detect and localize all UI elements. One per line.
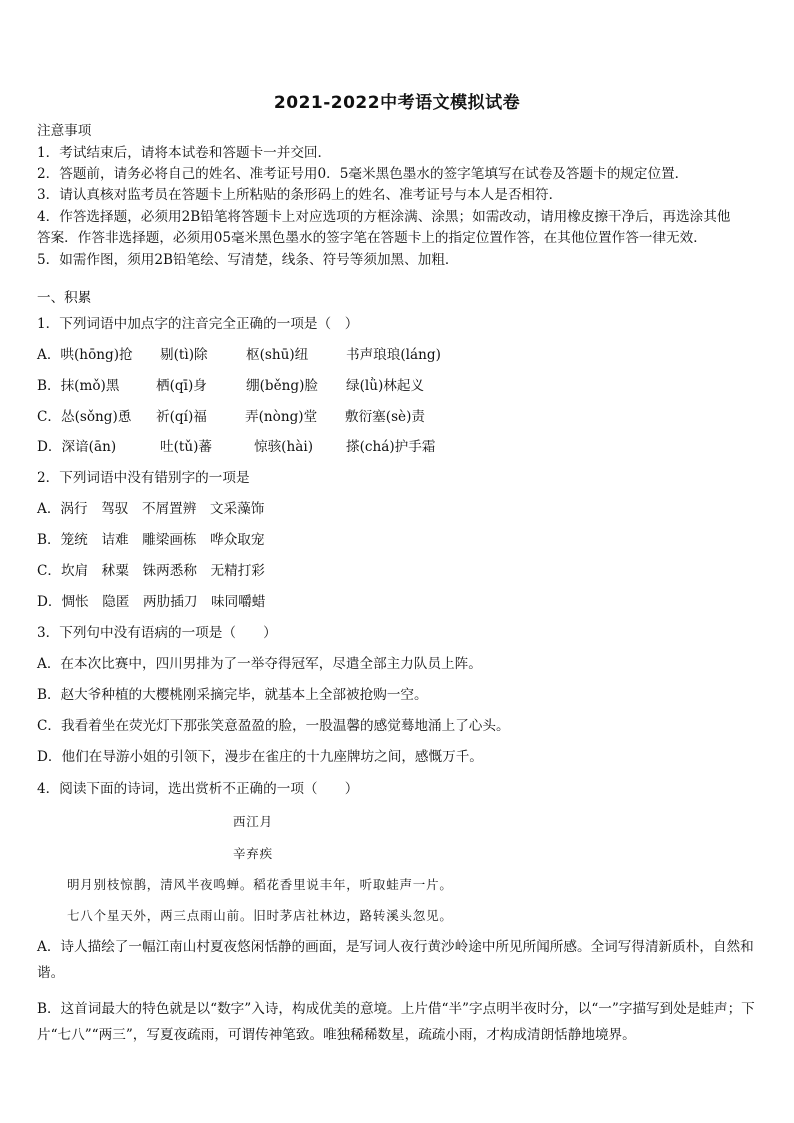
section-heading: 一、积累 [37, 290, 92, 306]
notice-item: 1．考试结束后，请将本试卷和答题卡一并交回． [37, 145, 332, 161]
poem-title: 西江月 [233, 814, 273, 829]
question-option: B．抹(mǒ)黑 栖(qī)身 绷(běng)脸 绿(lǜ)林起义 [37, 378, 425, 394]
question-option: A．涡行 驾驭 不屑置辨 文采藻饰 [37, 501, 265, 517]
question-option: C．我看着坐在荧光灯下那张笑意盈盈的脸，一股温馨的感觉蓦地涌上了心头。 [37, 718, 510, 734]
notice-item: 2．答题前，请务必将自己的姓名、准考证号用0．5毫米黑色墨水的签字笔填写在试卷及答题卡的规定位置． [37, 166, 689, 182]
question-option: B．赵大爷种植的大樱桃刚采摘完毕，就基本上全部被抢购一空。 [37, 687, 428, 703]
question-option: D．惆怅 隐匿 两肋插刀 味同嚼蜡 [37, 594, 266, 610]
poem-line: 七八个星天外，两三点雨山前。旧时茅店社林边，路转溪头忽见。 [67, 908, 453, 923]
notice-item: 5．如需作图，须用2B铅笔绘、写清楚，线条、符号等须加黑、加粗． [37, 252, 459, 268]
question-stem: 4．阅读下面的诗词，选出赏析不正确的一项（ ） [37, 781, 359, 797]
question-option: A．哄(hōng)抢 剔(tì)除 枢(shū)纽 书声琅琅(láng) [37, 347, 441, 363]
exam-title: 2021-2022中考语文模拟试卷 [273, 93, 521, 113]
question-option: D．他们在导游小姐的引领下，漫步在雀庄的十九座牌坊之间，感慨万千。 [37, 749, 483, 765]
poem-author: 辛弃疾 [233, 846, 273, 861]
question-option: C．坎肩 秫粟 铢两悉称 无精打彩 [37, 563, 265, 579]
question-stem: 2．下列词语中没有错别字的一项是 [37, 470, 250, 486]
question-option: C．怂(sǒng)恿 祈(qí)福 弄(nòng)堂 敷衍塞(sè)责 [37, 409, 426, 425]
question-option: D．深谙(ān) 吐(tǔ)蕃 惊骇(hài) 搽(chá)护手霜 [37, 439, 436, 455]
question-option: A．诗人描绘了一幅江南山村夏夜悠闲恬静的画面，是写词人夜行黄沙岭途中所见所闻所感。全词写得清新质朴，自然和谐。 [37, 939, 754, 981]
poem-line: 明月别枝惊鹊，清风半夜鸣蝉。稻花香里说丰年，听取蛙声一片。 [67, 877, 453, 892]
notice-heading: 注意事项 [37, 123, 92, 139]
question-option: B．笼统 诘难 雕梁画栋 哗众取宠 [37, 532, 265, 548]
notice-item: 3．请认真核对监考员在答题卡上所粘贴的条形码上的姓名、准考证号与本人是否相符． [37, 187, 563, 203]
question-option: B．这首词最大的特色就是以“数字”入诗，构成优美的意境。上片借“半”字点明半夜时分，以“一”字描写到处是蛙声；下片“七八”“两三”，写夏夜疏雨，可谓传神笔致。唯独稀稀数星，疏疏小雨，才构成清朗恬静地境界。 [37, 1001, 755, 1043]
notice-item: 4．作答选择题，必须用2B铅笔将答题卡上对应选项的方框涂满、涂黑；如需改动，请用橡皮擦干净后，再选涂其他 [37, 209, 731, 225]
question-stem: 1．下列词语中加点字的注音完全正确的一项是（ ） [37, 316, 359, 332]
notice-item: 答案．作答非选择题，必须用05毫米黑色墨水的签字笔在答题卡上的指定位置作答，在其他位置作答一律无效． [37, 230, 707, 246]
question-stem: 3．下列句中没有语病的一项是（ ） [37, 625, 277, 641]
question-option: A．在本次比赛中，四川男排为了一举夺得冠军，尽遣全部主力队员上阵。 [37, 656, 482, 672]
